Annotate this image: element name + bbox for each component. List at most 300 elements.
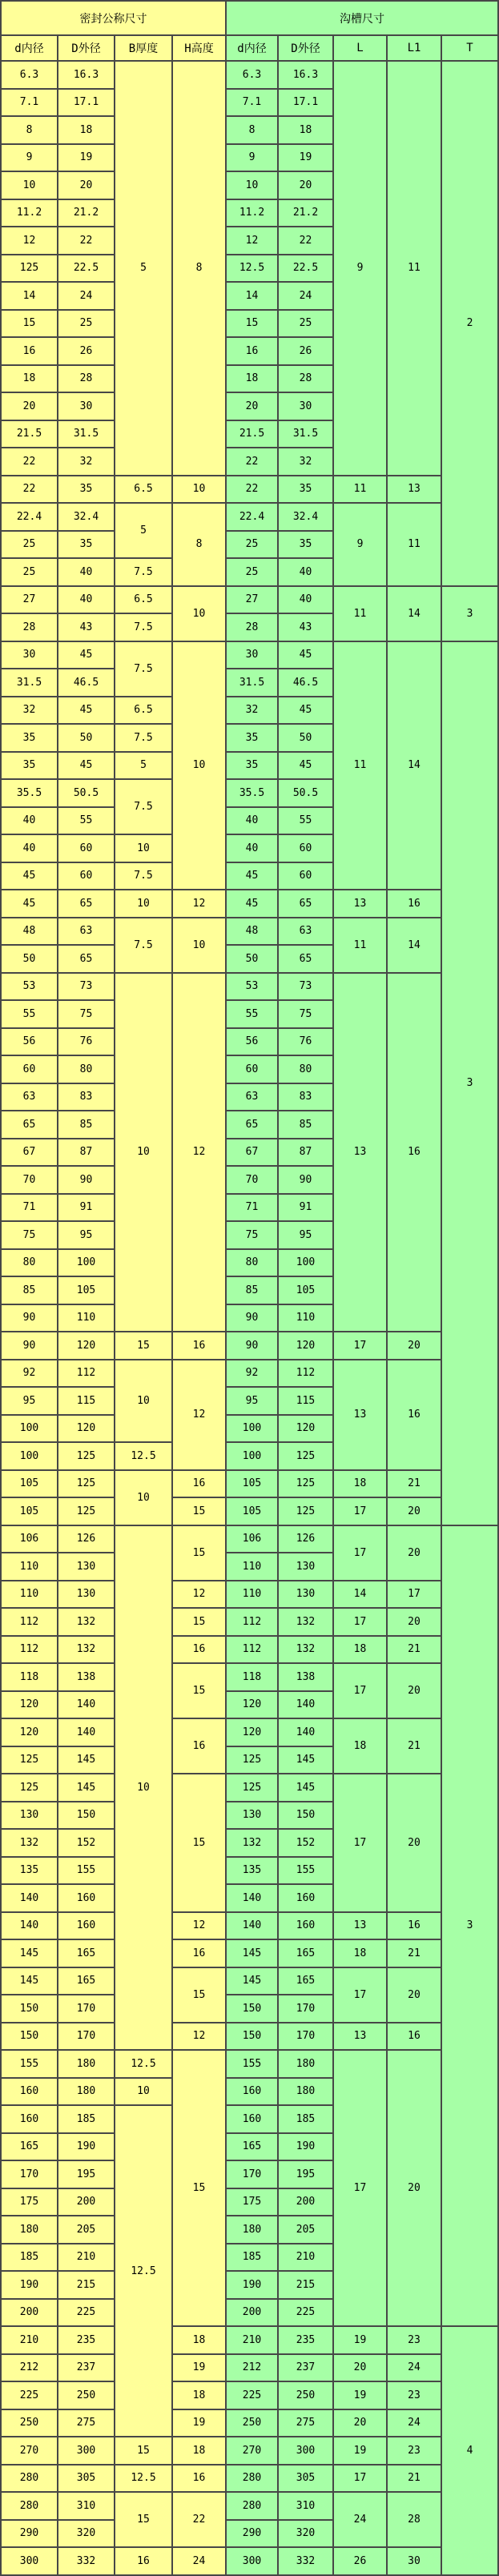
- cell-groove-D: 110: [278, 1304, 333, 1332]
- table-row: [1, 1636, 498, 1664]
- cell-seal-D: 145: [58, 1746, 115, 1774]
- cell-seal-H: 8: [172, 503, 226, 586]
- cell-seal-d: 118: [1, 1663, 58, 1691]
- cell-groove-d: 65: [226, 1111, 278, 1139]
- cell-groove-L1: 16: [387, 2023, 441, 2051]
- cell-seal-D: 160: [58, 1912, 115, 1940]
- cell-groove-L: 13: [333, 2023, 387, 2051]
- cell-groove-L1: 17: [387, 1581, 441, 1609]
- table-row: [1, 2492, 498, 2520]
- cell-seal-d: 170: [1, 2160, 58, 2188]
- cell-groove-d: 28: [226, 613, 278, 641]
- cell-groove-d: 150: [226, 2023, 278, 2051]
- cell-groove-D: 125: [278, 1470, 333, 1498]
- cell-groove-D: 32.4: [278, 503, 333, 531]
- cell-seal-B: 10: [115, 2078, 172, 2106]
- cell-groove-d: 55: [226, 1000, 278, 1028]
- cell-groove-D: 145: [278, 1774, 333, 1802]
- cell-seal-d: 70: [1, 1166, 58, 1194]
- cell-groove-d: 140: [226, 1884, 278, 1912]
- cell-groove-D: 150: [278, 1802, 333, 1830]
- cell-groove-d: 8: [226, 116, 278, 144]
- cell-seal-D: 152: [58, 1829, 115, 1857]
- cell-seal-D: 50: [58, 724, 115, 752]
- cell-groove-d: 18: [226, 365, 278, 393]
- cell-groove-D: 32: [278, 448, 333, 476]
- cell-groove-L: 17: [333, 1525, 387, 1581]
- cell-groove-D: 73: [278, 973, 333, 1001]
- cell-groove-D: 275: [278, 2409, 333, 2437]
- cell-seal-D: 80: [58, 1055, 115, 1083]
- cell-groove-d: 170: [226, 2160, 278, 2188]
- cell-groove-L: 17: [333, 1608, 387, 1636]
- cell-groove-D: 55: [278, 807, 333, 835]
- cell-groove-D: 210: [278, 2244, 333, 2272]
- table-row: [1, 1718, 498, 1746]
- cell-seal-d: 63: [1, 1083, 58, 1111]
- cell-seal-H: 22: [172, 2492, 226, 2547]
- cell-groove-D: 35: [278, 476, 333, 504]
- cell-groove-D: 160: [278, 1912, 333, 1940]
- cell-groove-d: 35.5: [226, 779, 278, 807]
- cell-seal-d: 22: [1, 476, 58, 504]
- cell-groove-d: 190: [226, 2271, 278, 2299]
- cell-seal-D: 115: [58, 1387, 115, 1415]
- cell-groove-D: 250: [278, 2381, 333, 2409]
- cell-groove-L1: 16: [387, 973, 441, 1332]
- cell-seal-D: 225: [58, 2299, 115, 2327]
- cell-groove-D: 46.5: [278, 669, 333, 697]
- cell-seal-d: 150: [1, 1995, 58, 2023]
- cell-seal-H: 18: [172, 2381, 226, 2409]
- table-row: [1, 1774, 498, 1802]
- cell-groove-D: 21.2: [278, 199, 333, 227]
- cell-groove-T: 3: [441, 641, 498, 1525]
- cell-groove-L1: 20: [387, 1525, 441, 1581]
- cell-seal-d: 280: [1, 2492, 58, 2520]
- cell-seal-D: 185: [58, 2105, 115, 2133]
- cell-seal-D: 160: [58, 1884, 115, 1912]
- cell-groove-D: 115: [278, 1387, 333, 1415]
- table-row: [1, 2547, 498, 2575]
- cell-groove-D: 120: [278, 1332, 333, 1360]
- cell-groove-d: 145: [226, 1967, 278, 1995]
- cell-seal-d: 212: [1, 2354, 58, 2382]
- table-row: [1, 1525, 498, 1553]
- cell-groove-L: 11: [333, 476, 387, 504]
- cell-seal-D: 22.5: [58, 255, 115, 283]
- cell-groove-L: 11: [333, 918, 387, 973]
- column-header-groove-T: T: [441, 35, 498, 61]
- cell-groove-d: 20: [226, 392, 278, 420]
- cell-groove-d: 110: [226, 1581, 278, 1609]
- cell-groove-d: 160: [226, 2105, 278, 2133]
- cell-groove-L1: 28: [387, 2492, 441, 2547]
- cell-seal-B: 10: [115, 834, 172, 862]
- cell-seal-H: 16: [172, 1332, 226, 1360]
- cell-seal-d: 112: [1, 1608, 58, 1636]
- column-header-groove-L: L: [333, 35, 387, 61]
- cell-groove-D: 87: [278, 1139, 333, 1167]
- cell-seal-d: 40: [1, 834, 58, 862]
- cell-seal-B: 7.5: [115, 558, 172, 586]
- cell-seal-B: 12.5: [115, 2465, 172, 2493]
- table-row: [1, 973, 498, 1001]
- cell-groove-D: 43: [278, 613, 333, 641]
- cell-seal-D: 35: [58, 476, 115, 504]
- cell-groove-L1: 20: [387, 1608, 441, 1636]
- cell-groove-D: 85: [278, 1111, 333, 1139]
- cell-groove-d: 67: [226, 1139, 278, 1167]
- cell-seal-d: 65: [1, 1111, 58, 1139]
- cell-groove-d: 92: [226, 1360, 278, 1388]
- cell-groove-L1: 20: [387, 1497, 441, 1525]
- table-row: [1, 2437, 498, 2465]
- cell-seal-d: 150: [1, 2023, 58, 2051]
- cell-groove-L: 9: [333, 61, 387, 476]
- cell-seal-H: 12: [172, 2023, 226, 2051]
- cell-groove-d: 185: [226, 2244, 278, 2272]
- cell-seal-D: 50.5: [58, 779, 115, 807]
- cell-seal-B: 7.5: [115, 918, 172, 973]
- cell-seal-d: 67: [1, 1139, 58, 1167]
- cell-seal-d: 90: [1, 1304, 58, 1332]
- cell-groove-D: 170: [278, 2023, 333, 2051]
- cell-seal-B: 10: [115, 973, 172, 1332]
- cell-groove-L1: 20: [387, 1332, 441, 1360]
- cell-seal-d: 110: [1, 1581, 58, 1609]
- cell-seal-d: 80: [1, 1249, 58, 1277]
- cell-groove-L: 17: [333, 1332, 387, 1360]
- cell-seal-d: 22: [1, 448, 58, 476]
- cell-groove-D: 200: [278, 2188, 333, 2216]
- cell-groove-d: 150: [226, 1995, 278, 2023]
- cell-groove-d: 105: [226, 1497, 278, 1525]
- cell-seal-D: 65: [58, 945, 115, 973]
- cell-groove-L: 19: [333, 2381, 387, 2409]
- cell-seal-D: 305: [58, 2465, 115, 2493]
- cell-seal-D: 60: [58, 834, 115, 862]
- cell-groove-L1: 20: [387, 2050, 441, 2326]
- cell-seal-d: 28: [1, 613, 58, 641]
- cell-seal-H: 12: [172, 973, 226, 1332]
- cell-seal-H: 16: [172, 1939, 226, 1967]
- cell-seal-D: 300: [58, 2437, 115, 2465]
- cell-seal-D: 85: [58, 1111, 115, 1139]
- cell-groove-L1: 20: [387, 1663, 441, 1718]
- cell-groove-d: 90: [226, 1332, 278, 1360]
- cell-seal-d: 125: [1, 255, 58, 283]
- cell-groove-D: 60: [278, 862, 333, 890]
- cell-groove-d: 70: [226, 1166, 278, 1194]
- cell-groove-D: 16.3: [278, 61, 333, 89]
- cell-seal-B: 7.5: [115, 862, 172, 890]
- cell-groove-L1: 16: [387, 1912, 441, 1940]
- cell-seal-D: 112: [58, 1360, 115, 1388]
- cell-seal-D: 20: [58, 171, 115, 199]
- cell-seal-B: 10: [115, 1525, 172, 2051]
- cell-groove-d: 112: [226, 1608, 278, 1636]
- cell-groove-D: 145: [278, 1746, 333, 1774]
- cell-groove-d: 175: [226, 2188, 278, 2216]
- cell-groove-d: 7.1: [226, 89, 278, 117]
- cell-seal-d: 14: [1, 282, 58, 310]
- cell-groove-L1: 23: [387, 2437, 441, 2465]
- cell-seal-D: 210: [58, 2244, 115, 2272]
- cell-seal-D: 170: [58, 2023, 115, 2051]
- cell-groove-D: 18: [278, 116, 333, 144]
- cell-seal-D: 140: [58, 1718, 115, 1746]
- cell-groove-d: 118: [226, 1663, 278, 1691]
- cell-seal-D: 90: [58, 1166, 115, 1194]
- cell-seal-B: 7.5: [115, 613, 172, 641]
- cell-groove-D: 83: [278, 1083, 333, 1111]
- cell-seal-d: 25: [1, 531, 58, 559]
- cell-groove-L: 14: [333, 1581, 387, 1609]
- table-row: [1, 2381, 498, 2409]
- cell-groove-d: 48: [226, 918, 278, 946]
- cell-seal-d: 135: [1, 1857, 58, 1885]
- cell-groove-d: 63: [226, 1083, 278, 1111]
- cell-seal-d: 60: [1, 1055, 58, 1083]
- cell-seal-D: 100: [58, 1249, 115, 1277]
- cell-seal-D: 32: [58, 448, 115, 476]
- cell-groove-d: 290: [226, 2520, 278, 2548]
- cell-seal-B: 15: [115, 2492, 172, 2547]
- cell-groove-d: 145: [226, 1939, 278, 1967]
- cell-groove-D: 95: [278, 1221, 333, 1249]
- column-header-seal-d: d内径: [1, 35, 58, 61]
- cell-groove-D: 50: [278, 724, 333, 752]
- cell-seal-d: 27: [1, 586, 58, 614]
- cell-seal-D: 45: [58, 641, 115, 669]
- cell-groove-d: 6.3: [226, 61, 278, 89]
- column-header-groove-d: d内径: [226, 35, 278, 61]
- cell-groove-D: 180: [278, 2050, 333, 2078]
- cell-seal-D: 120: [58, 1415, 115, 1443]
- section-header-groove: 沟槽尺寸: [226, 1, 498, 35]
- cell-seal-B: 12.5: [115, 1442, 172, 1470]
- cell-groove-D: 22: [278, 227, 333, 255]
- cell-seal-d: 15: [1, 310, 58, 338]
- cell-seal-D: 73: [58, 973, 115, 1001]
- table-row: [1, 1497, 498, 1525]
- cell-seal-D: 45: [58, 752, 115, 780]
- cell-groove-L1: 20: [387, 1774, 441, 1912]
- cell-groove-L1: 30: [387, 2547, 441, 2575]
- cell-seal-d: 180: [1, 2216, 58, 2244]
- cell-seal-D: 235: [58, 2326, 115, 2354]
- cell-groove-D: 235: [278, 2326, 333, 2354]
- cell-seal-H: 15: [172, 1967, 226, 2023]
- cell-seal-D: 19: [58, 144, 115, 172]
- cell-seal-D: 237: [58, 2354, 115, 2382]
- cell-seal-d: 140: [1, 1884, 58, 1912]
- cell-groove-D: 120: [278, 1415, 333, 1443]
- cell-groove-d: 130: [226, 1802, 278, 1830]
- cell-seal-d: 9: [1, 144, 58, 172]
- table-row: [1, 1360, 498, 1388]
- cell-groove-L: 18: [333, 1470, 387, 1498]
- cell-groove-d: 22.4: [226, 503, 278, 531]
- cell-groove-T: 2: [441, 61, 498, 586]
- cell-seal-d: 55: [1, 1000, 58, 1028]
- cell-groove-d: 60: [226, 1055, 278, 1083]
- cell-groove-D: 91: [278, 1194, 333, 1222]
- cell-seal-d: 90: [1, 1332, 58, 1360]
- cell-seal-d: 120: [1, 1691, 58, 1719]
- cell-groove-d: 40: [226, 834, 278, 862]
- cell-seal-B: 10: [115, 890, 172, 918]
- cell-seal-d: 280: [1, 2465, 58, 2493]
- cell-seal-H: 16: [172, 2465, 226, 2493]
- cell-groove-L: 17: [333, 2465, 387, 2493]
- cell-groove-D: 19: [278, 144, 333, 172]
- cell-seal-H: 12: [172, 1912, 226, 1940]
- cell-seal-d: 71: [1, 1194, 58, 1222]
- cell-groove-d: 212: [226, 2354, 278, 2382]
- cell-seal-D: 310: [58, 2492, 115, 2520]
- cell-groove-L1: 21: [387, 1636, 441, 1664]
- cell-seal-d: 105: [1, 1497, 58, 1525]
- cell-seal-d: 290: [1, 2520, 58, 2548]
- cell-seal-H: 16: [172, 1470, 226, 1498]
- cell-groove-D: 205: [278, 2216, 333, 2244]
- cell-seal-B: 6.5: [115, 476, 172, 504]
- cell-groove-D: 300: [278, 2437, 333, 2465]
- cell-seal-B: 15: [115, 1332, 172, 1360]
- cell-groove-d: 112: [226, 1636, 278, 1664]
- table-row: [1, 890, 498, 918]
- cell-seal-D: 46.5: [58, 669, 115, 697]
- cell-seal-d: 120: [1, 1718, 58, 1746]
- cell-seal-d: 105: [1, 1470, 58, 1498]
- cell-seal-D: 55: [58, 807, 115, 835]
- cell-groove-d: 10: [226, 171, 278, 199]
- cell-groove-D: 195: [278, 2160, 333, 2188]
- cell-seal-H: 15: [172, 1663, 226, 1718]
- cell-seal-d: 22.4: [1, 503, 58, 531]
- cell-groove-L: 13: [333, 890, 387, 918]
- cell-groove-L: 17: [333, 1774, 387, 1912]
- table-row: [1, 1332, 498, 1360]
- cell-groove-D: 310: [278, 2492, 333, 2520]
- table-row: [1, 2023, 498, 2051]
- cell-groove-d: 225: [226, 2381, 278, 2409]
- cell-seal-d: 92: [1, 1360, 58, 1388]
- cell-groove-D: 237: [278, 2354, 333, 2382]
- cell-groove-D: 132: [278, 1608, 333, 1636]
- cell-seal-d: 155: [1, 2050, 58, 2078]
- cell-seal-d: 18: [1, 365, 58, 393]
- cell-seal-d: 45: [1, 862, 58, 890]
- table-row: [1, 1663, 498, 1691]
- column-header-groove-D: D外径: [278, 35, 333, 61]
- cell-groove-D: 112: [278, 1360, 333, 1388]
- cell-seal-D: 190: [58, 2133, 115, 2161]
- cell-seal-B: 5: [115, 503, 172, 558]
- cell-groove-D: 152: [278, 1829, 333, 1857]
- cell-groove-L: 11: [333, 586, 387, 641]
- cell-seal-B: 6.5: [115, 697, 172, 725]
- cell-seal-D: 250: [58, 2381, 115, 2409]
- cell-groove-D: 75: [278, 1000, 333, 1028]
- cell-seal-d: 210: [1, 2326, 58, 2354]
- cell-seal-H: 15: [172, 1774, 226, 1912]
- cell-seal-H: 15: [172, 1608, 226, 1636]
- cell-seal-D: 200: [58, 2188, 115, 2216]
- cell-seal-D: 17.1: [58, 89, 115, 117]
- cell-seal-d: 95: [1, 1387, 58, 1415]
- cell-seal-d: 35.5: [1, 779, 58, 807]
- cell-seal-d: 190: [1, 2271, 58, 2299]
- cell-seal-d: 12: [1, 227, 58, 255]
- cell-seal-d: 8: [1, 116, 58, 144]
- cell-groove-L1: 21: [387, 2465, 441, 2493]
- column-header-seal-H: H高度: [172, 35, 226, 61]
- cell-groove-D: 126: [278, 1525, 333, 1553]
- cell-seal-D: 87: [58, 1139, 115, 1167]
- cell-seal-d: 145: [1, 1939, 58, 1967]
- cell-seal-D: 28: [58, 365, 115, 393]
- cell-groove-D: 45: [278, 752, 333, 780]
- cell-seal-D: 180: [58, 2078, 115, 2106]
- cell-groove-D: 105: [278, 1276, 333, 1304]
- cell-groove-D: 31.5: [278, 420, 333, 448]
- cell-groove-d: 22: [226, 448, 278, 476]
- cell-seal-H: 10: [172, 641, 226, 890]
- cell-groove-D: 80: [278, 1055, 333, 1083]
- cell-groove-d: 180: [226, 2216, 278, 2244]
- cell-seal-H: 10: [172, 586, 226, 641]
- cell-seal-d: 50: [1, 945, 58, 973]
- cell-groove-L: 17: [333, 1663, 387, 1718]
- column-header-seal-D: D外径: [58, 35, 115, 61]
- section-header-seal: 密封公称尺寸: [1, 1, 226, 35]
- cell-groove-L1: 20: [387, 1967, 441, 2023]
- cell-groove-D: 320: [278, 2520, 333, 2548]
- cell-seal-D: 26: [58, 337, 115, 365]
- cell-seal-D: 30: [58, 392, 115, 420]
- cell-seal-B: 12.5: [115, 2050, 172, 2078]
- cell-seal-d: 45: [1, 890, 58, 918]
- cell-seal-H: 15: [172, 1497, 226, 1525]
- cell-groove-d: 280: [226, 2465, 278, 2493]
- cell-groove-D: 50.5: [278, 779, 333, 807]
- cell-seal-H: 15: [172, 2050, 226, 2326]
- cell-groove-L1: 24: [387, 2354, 441, 2382]
- cell-groove-L1: 21: [387, 1470, 441, 1498]
- cell-groove-D: 20: [278, 171, 333, 199]
- cell-groove-D: 132: [278, 1636, 333, 1664]
- cell-groove-D: 165: [278, 1939, 333, 1967]
- cell-groove-d: 35: [226, 752, 278, 780]
- cell-seal-d: 25: [1, 558, 58, 586]
- cell-groove-d: 27: [226, 586, 278, 614]
- cell-seal-D: 125: [58, 1470, 115, 1498]
- table-row: [1, 2354, 498, 2382]
- cell-groove-D: 332: [278, 2547, 333, 2575]
- cell-seal-D: 83: [58, 1083, 115, 1111]
- cell-groove-D: 26: [278, 337, 333, 365]
- cell-groove-d: 45: [226, 890, 278, 918]
- cell-seal-B: 6.5: [115, 586, 172, 614]
- cell-groove-L1: 23: [387, 2381, 441, 2409]
- cell-seal-D: 332: [58, 2547, 115, 2575]
- cell-groove-D: 125: [278, 1442, 333, 1470]
- cell-groove-d: 125: [226, 1774, 278, 1802]
- cell-seal-B: 5: [115, 61, 172, 476]
